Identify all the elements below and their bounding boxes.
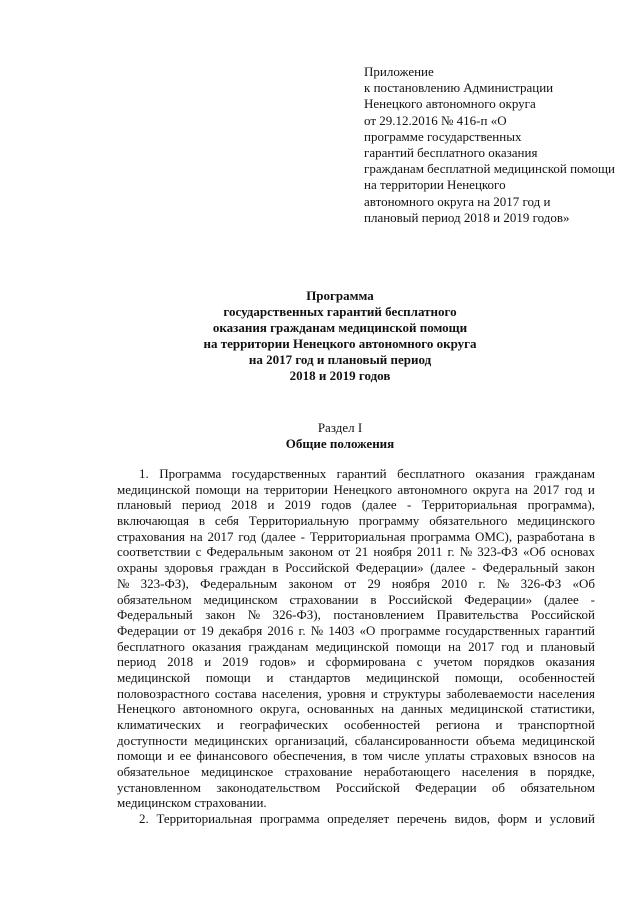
appendix-line: автономного округа на 2017 год и (364, 193, 551, 209)
text-line: обязательном медицинском страховании в Российской Федерации» (далее - (117, 591, 595, 607)
title-line: на территории Ненецкого автономного округа (203, 336, 477, 351)
title-line: Программа (306, 288, 374, 303)
appendix-line: Ненецкого автономного округа (364, 96, 536, 112)
text-line: период 2018 и 2019 годов» и сформирована с учетом порядков оказания (117, 654, 595, 670)
text-line: бесплатного оказания гражданам медицинской помощи на 2017 год и плановый (117, 638, 595, 654)
appendix-line: гражданам бесплатной медицинской помощи (364, 161, 616, 177)
text-line: страхования на 2017 год (далее - Территориальная программа ОМС), разработана в (117, 528, 595, 544)
text-line: плановый период 2018 и 2019 годов (далее - Территориальная программа), (117, 497, 595, 513)
appendix-note (364, 64, 624, 226)
text-line: включающая в себя Территориальную программу обязательного медицинского (117, 513, 595, 529)
text-line: медицинской помощи на территории Ненецкого автономного округа на 2017 год и (117, 481, 595, 497)
text-line: климатических и географических особенностей региона и транспортной (117, 717, 595, 732)
section-header (40, 420, 640, 452)
title-line: оказания гражданам медицинской помощи (212, 320, 468, 335)
title-line: государственных гарантий бесплатного (223, 304, 457, 319)
appendix-line: Приложение (364, 64, 434, 79)
paragraph (117, 811, 595, 827)
text-line: 1. Программа государственных гарантий бесплатного оказания гражданам (139, 466, 595, 481)
text-line: Федерации от 19 декабря 2016 г. № 1403 «О программе государственных гарантий (117, 622, 595, 638)
paragraph (117, 466, 595, 811)
text-line: 2. Территориальная программа определяет перечень видов, форм и условий (139, 811, 595, 827)
appendix-line: плановый период 2018 и 2019 годов» (364, 209, 570, 225)
text-line: медицинском страховании. (117, 795, 267, 811)
section-label: Раздел I (317, 420, 363, 435)
text-line: медицинской помощи и стандартов медицинской помощи, особенностей (117, 669, 595, 685)
text-line: доступности медицинских организаций, сбалансированности объема медицинской (117, 732, 595, 748)
title-line: 2018 и 2019 годов (289, 368, 391, 383)
appendix-line: от 29.12.2016 № 416-п «О (364, 112, 507, 128)
document-title (40, 288, 640, 384)
section-heading: Общие положения (285, 436, 395, 451)
title-line: на 2017 год и плановый период (248, 352, 432, 367)
text-line: № 323-ФЗ), Федеральным законом от 29 ноября 2010 г. № 326-ФЗ «Об (117, 575, 595, 591)
text-line: соответствии с Федеральным законом от 21 ноября 2011 г. № 323-ФЗ «Об основах (117, 544, 595, 560)
text-line: обязательное медицинское страхование неработающего населения в порядке, (117, 764, 595, 780)
text-line: установленном законодательством Российской Федерации об обязательном (117, 779, 595, 795)
appendix-line: программе государственных (364, 128, 522, 144)
text-line: половозрастного состава населения, уровня и структуры заболеваемости населения (117, 685, 595, 701)
text-line: Федеральный закон № 326-ФЗ), постановлением Правительства Российской (117, 607, 595, 623)
text-line: помощи и ее финансового обеспечения, в том числе уплаты страховых взносов на (117, 748, 595, 764)
appendix-line: к постановлению Администрации (364, 80, 554, 96)
appendix-line: гарантий бесплатного оказания (364, 145, 538, 161)
body-text (117, 466, 595, 827)
appendix-line: на территории Ненецкого (364, 177, 506, 193)
text-line: охраны здоровья граждан в Российской Федерации» (далее - Федеральный закон (117, 560, 595, 576)
text-line: Ненецкого автономного округа, основанных на данных медицинской статистики, (117, 701, 595, 717)
